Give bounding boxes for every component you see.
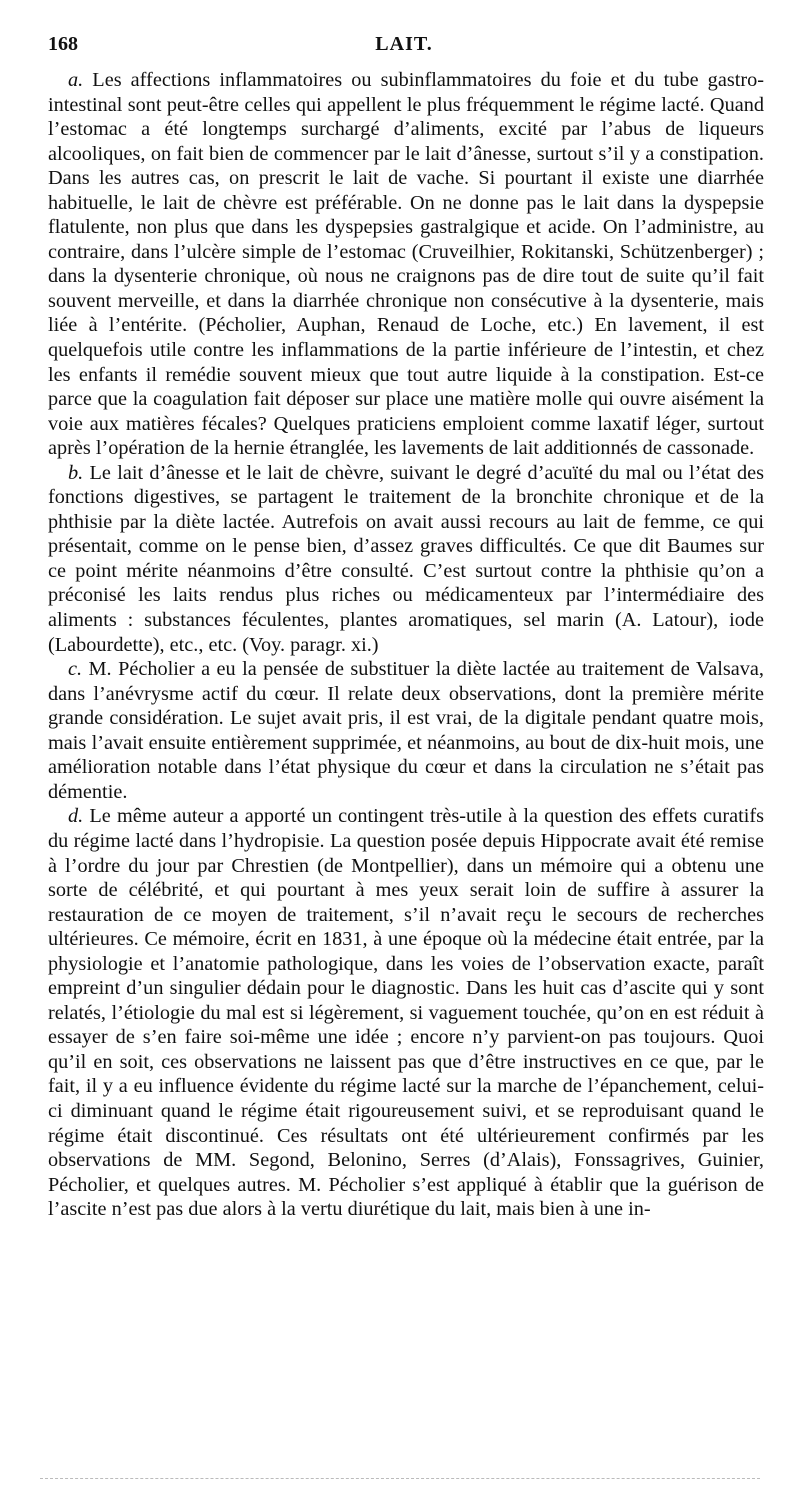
paragraph-d-marker: d.	[68, 805, 84, 828]
bottom-rule	[40, 1478, 760, 1479]
paragraph-a-text: Les affections inflammatoires ou subinflammatoires du foie et du tube gastro-intestinal sont peut-être celles qui appellent le plus fréquemment le régime lacté. Quand l’estomac a été longtemps surchargé d’aliments, excité par l’abus de liqueurs alcooliques, on fait bien de commencer par le lait d’ânesse, surtout s’il y a constipation. Dans les autres cas, on prescrit le lait de vache. Si pourtant il existe une diarrhée habituelle, le lait de chèvre est préférable. On ne donne pas le lait dans la dyspepsie flatulente, non plus que dans les dyspepsies gastralgique et acide. On l’administre, au contraire, dans l’ulcère simple de l’estomac (Cruveilhier, Rokitanski, Schützenberger) ; dans la dysenterie chronique, où nous ne craignons pas de dire tout de suite qu’il fait souvent merveille, et dans la diarrhée chronique non consécutive à la dysenterie, mais liée à l’entérite. (Pécholier, Auphan, Renaud de Loche, etc.) En lavement, il est quelquefois utile contre les inflammations de la partie inférieure de l’intestin, et chez les enfants il remédie souvent mieux que tout autre liquide à la constipation. Est-ce parce que la coagulation fait déposer sur place une matière molle qui ouvre aisément la voie aux matières fécales? Quelques praticiens emploient comme laxatif léger, surtout après l’opération de la hernie étranglée, les lavements de lait additionnés de cassonade.	[48, 69, 764, 460]
paragraph-d-text: Le même auteur a apporté un contingent très-utile à la question des effets curatifs du régime lacté dans l’hydropisie. La question posée depuis Hippocrate avait été remise à l’ordre du jour par Chrestien (de Montpellier), dans un mémoire qui a obtenu une sorte de célébrité, et qui pourtant à mes yeux serait loin de suffire à assurer la restauration de ce moyen de traitement, s’il n’avait reçu le secours de recherches ultérieures. Ce mémoire, écrit en 1831, à une époque où la médecine était entrée, par la physiologie et l’anatomie pathologique, dans les voies de l’observation exacte, paraît empreint d’un singulier dédain pour le diagnostic. Dans les huit cas d’ascite qui y sont relatés, l’étiologie du mal est si légèrement, si vaguement touchée, qu’on en est réduit à essayer de s’en faire soi-même une idée ; encore n’y parvient-on pas toujours. Quoi qu’il en soit, ces observations ne laissent pas que d’être instructives en ce que, par le fait, il y a eu influence évidente du régime lacté sur la marche de l’épanchement, celui-ci diminuant quand le régime était rigoureusement suivi, et se reproduisant quand le régime était discontinué. Ces résultats ont été ultérieurement confirmés par les observations de MM. Segond, Belonino, Serres (d’Alais), Fonssagrives, Guinier, Pécholier, et quelques autres. M. Pécholier s’est appliqué à établir que la guérison de l’ascite n’est pas due alors à la vertu diurétique du lait, mais bien à une in-	[48, 805, 764, 1221]
paragraph-a-marker: a.	[68, 69, 84, 91]
paragraph-b	[48, 461, 764, 657]
running-title: LAIT.	[375, 33, 433, 55]
paragraph-b-marker: b.	[68, 461, 84, 484]
paragraph-c-marker: c.	[68, 658, 83, 681]
page-number: 168	[48, 33, 78, 55]
paragraph-c	[48, 657, 764, 804]
paragraph-b-text: Le lait d’ânesse et le lait de chèvre, suivant le degré d’acuïté du mal ou l’état des fonctions digestives, se partagent le traitement de la bronchite chronique et de la phthisie par la diète lactée. Autrefois on avait aussi recours au lait de femme, ce qui présentait, comme on le pense bien, d’assez graves difficultés. Ce que dit Baumes sur ce point mérite néanmoins d’être consulté. C’est surtout contre la phthisie qu’on a préconisé les laits rendus plus riches ou médicamenteux par l’intermédiaire des aliments : substances féculentes, plantes aromatiques, sel marin (A. Latour), iode (Labourdette), etc., etc. (Voy. paragr. xi.)	[48, 461, 764, 656]
paragraph-d	[48, 804, 764, 1221]
paragraph-c-text: M. Pécholier a eu la pensée de substituer la diète lactée au traitement de Valsava, dans l’anévrysme actif du cœur. Il relate deux observations, dont la première mérite grande considération. Le sujet avait pris, il est vrai, de la digitale pendant quatre mois, mais l’avait ensuite entièrement supprimée, et néanmoins, au bout de dix-huit mois, une amélioration notable dans l’état physique du cœur et dans la circulation ne s’était pas démentie.	[48, 658, 764, 803]
running-head	[48, 33, 760, 59]
paragraph-a	[48, 68, 764, 461]
body-text	[48, 68, 764, 1222]
